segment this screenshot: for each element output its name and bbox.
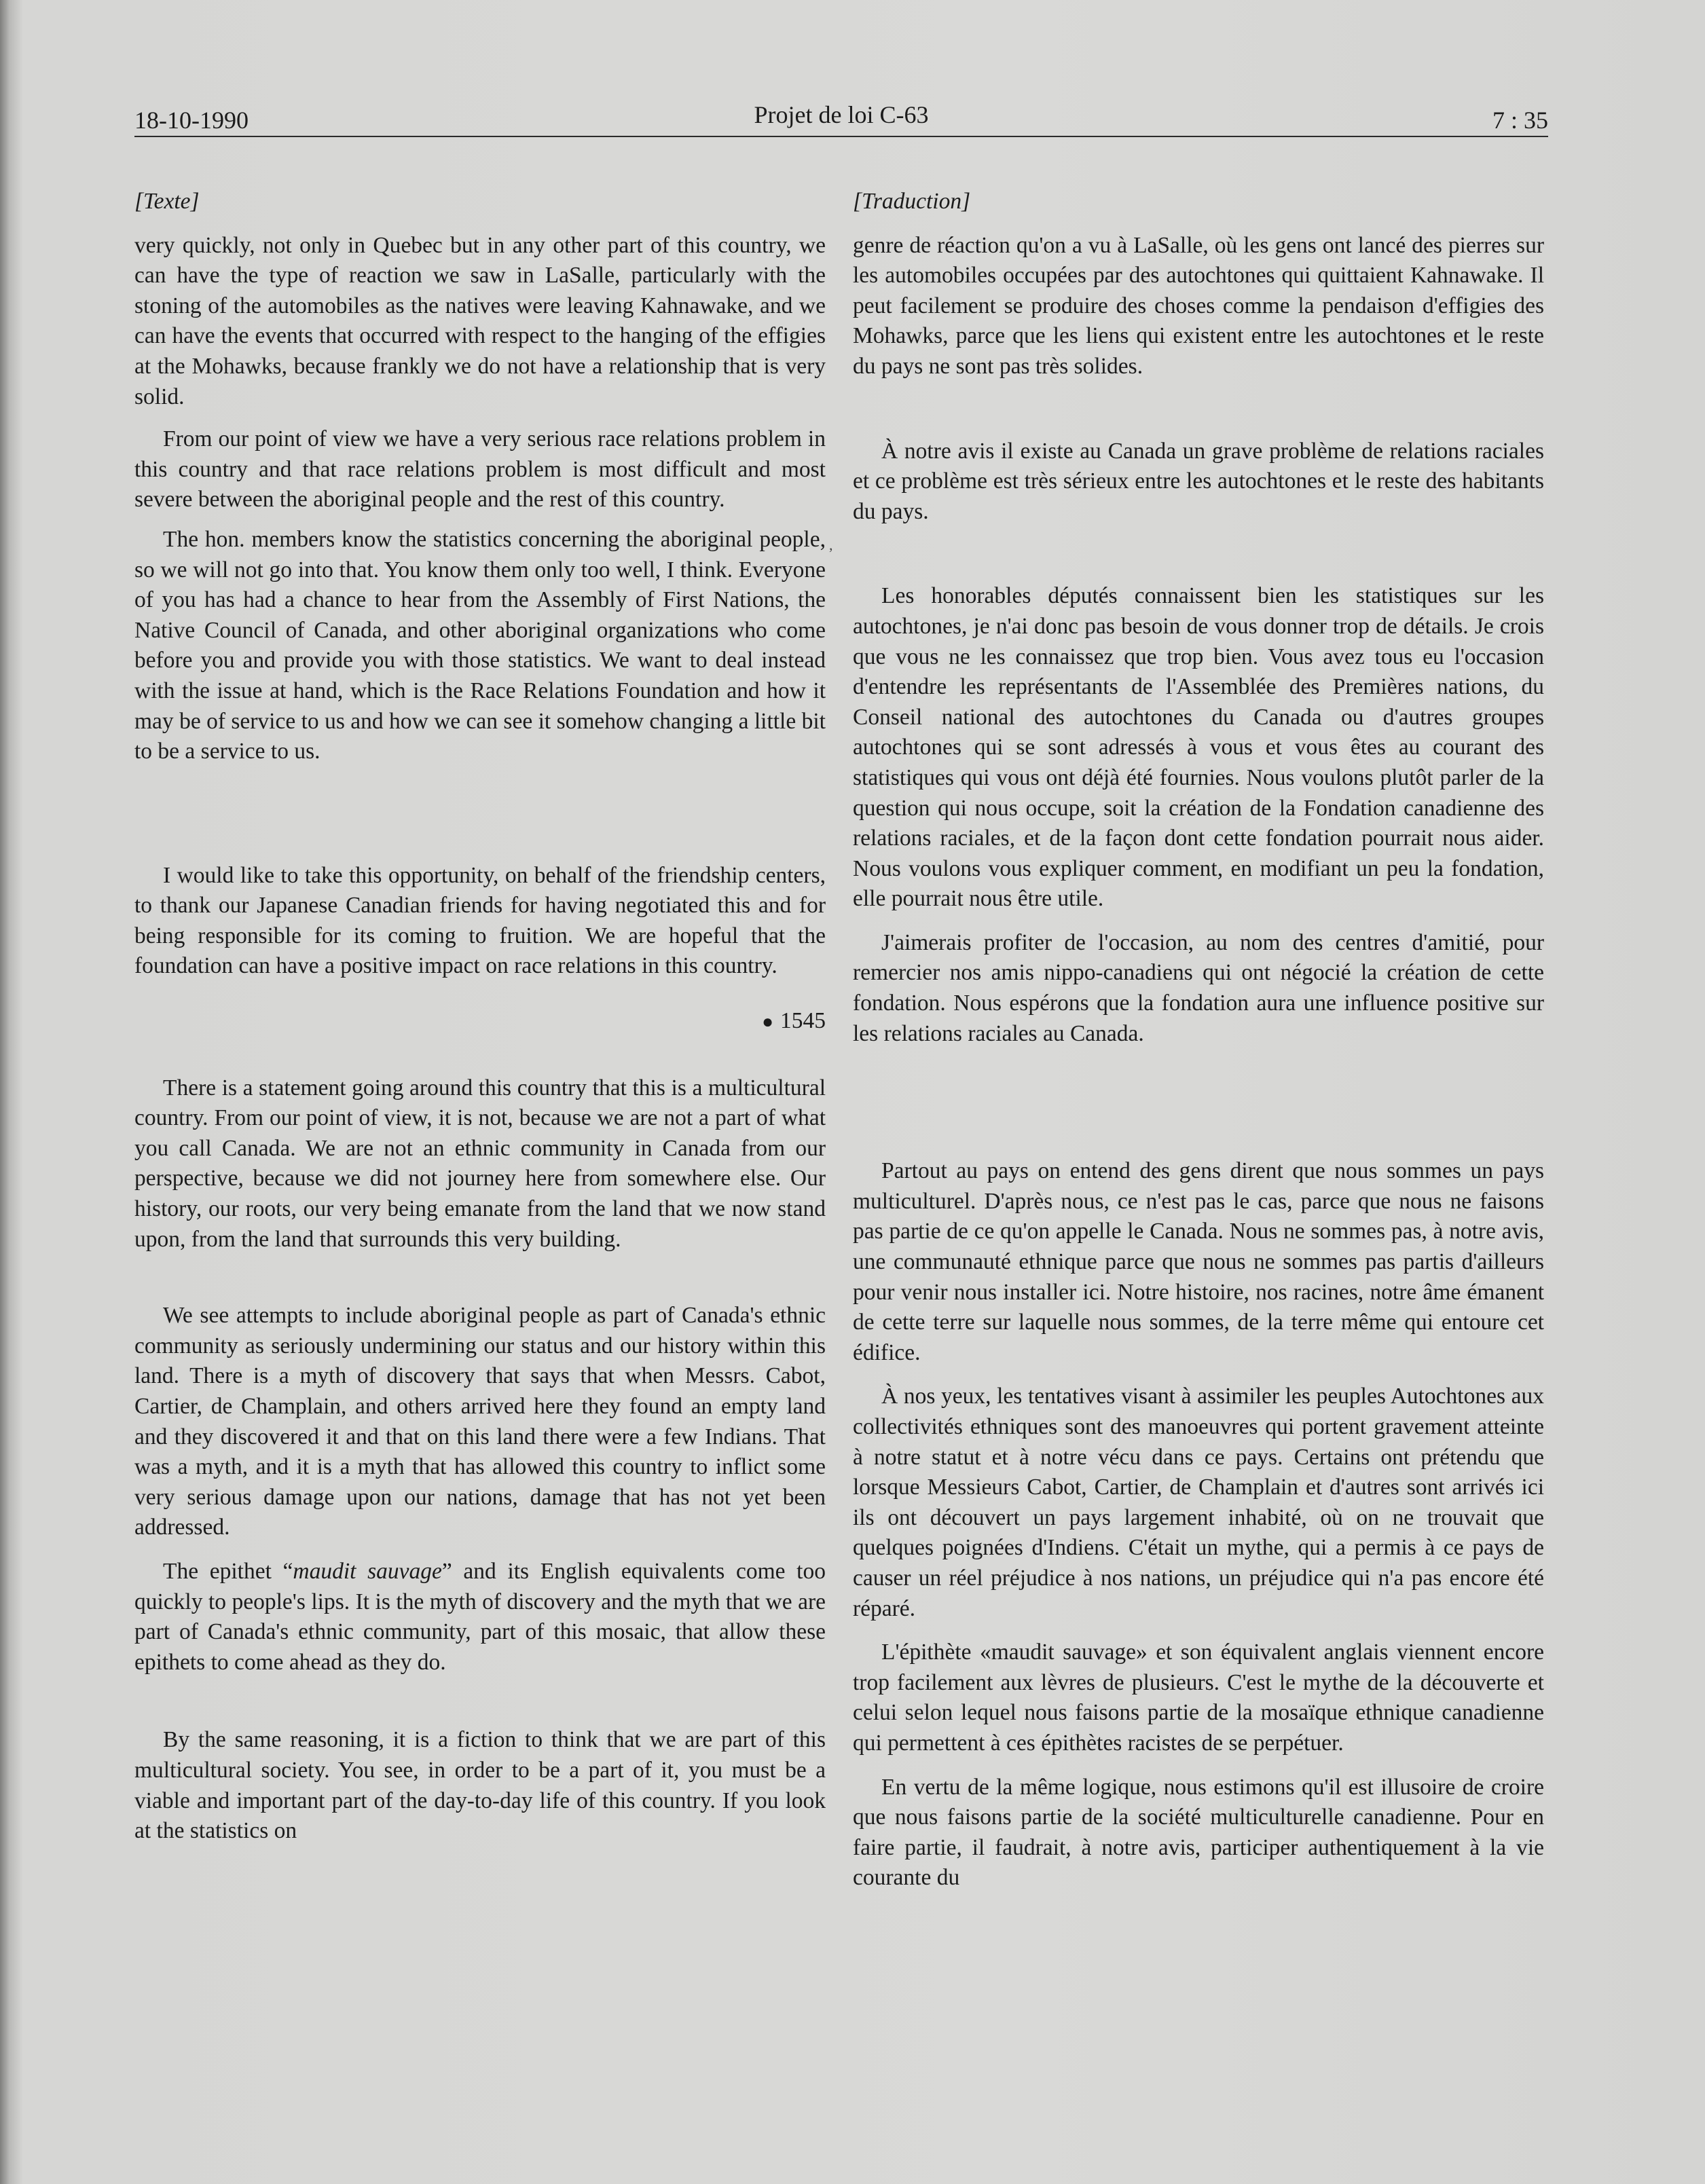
- english-column: [134, 187, 826, 1847]
- french-paragraph-8: En vertu de la même logique, nous estimons qu'il est illusoire de croire que nous faisons partie de la société multiculturelle canadienne. Pour en faire partie, il faudrait, à notre avis, participer authentiquement à la vie courante du: [853, 1774, 1544, 1891]
- english-paragraph-1: very quickly, not only in Quebec but in any other part of this country, we can have the type of reaction we saw in LaSalle, particularly with the stoning of the automobiles as the natives were leaving Kahnawake, and we can have the events that occurred with respect to the hanging of the effigies at the Mohawks, because frankly we do not have a relationship that is very solid.: [134, 232, 826, 409]
- french-paragraph-2: À notre avis il existe au Canada un grave problème de relations raciales et ce problème est très sérieux entre les autochtones et le reste des habitants du pays.: [853, 438, 1544, 524]
- column-label-texte: [Texte]: [134, 189, 200, 214]
- english-paragraph-6: We see attempts to include aboriginal people as part of Canada's ethnic community as seriously undermining our status and our history within this land. There is a myth of discovery that says that when Messrs. Cabot, Cartier, de Champlain, and others arrived here they found an empty land and they discovered it and that on this land there were a few Indians. That was a myth, and it is a myth that has allowed this country to inflict some very serious damage upon our nations, damage that has not yet been addressed.: [134, 1303, 826, 1540]
- time-marker: [134, 1006, 826, 1038]
- epithet-rest: ” and its English equivalents come too quickly to people's lips. It is the myth of discovery and the myth that we are part of Canada's ethnic community, part of this mosaic, that allow these epithets to come ahead as they do.: [134, 1558, 826, 1675]
- english-paragraph-3: The hon. members know the statistics concerning the aboriginal people, so we will not go into that. You know them only too well, I think. Everyone of you has had a chance to hear from the Assembly of First Nations, the Native Council of Canada, and other aboriginal organizations who come before you and provide you with those statistics. We want to deal instead with the issue at hand, which is the Race Relations Foundation and how it may be of service to us and how we can see it somehow changing a little bit to be a service to us.: [134, 526, 826, 764]
- french-paragraph-6: À nos yeux, les tentatives visant à assimiler les peuples Autochtones aux collectivités ethniques sont des manoeuvres qui portent gravement atteinte à notre statut et à notre vécu dans ce pays. Certains ont prétendu que lorsque Messieurs Cabot, Cartier, de Champlain et d'autres sont arrivés ici ils ont découvert un pays largement inhabité, où on ne trouvait que quelques poignées d'Indiens. C'était un mythe, qui a permis à ce pays de causer un réel préjudice à nos nations, un préjudice qui n'a pas encore été réparé.: [853, 1384, 1544, 1621]
- french-column: [853, 187, 1544, 1893]
- french-paragraph-7: L'épithète «maudit sauvage» et son équivalent anglais viennent encore trop facilement aux lèvres de plusieurs. C'est le mythe de la découverte et celui selon lequel nous faisons partie de la mosaïque ethnique canadienne qui permettent à ces épithètes racistes de se perpétuer.: [853, 1640, 1544, 1756]
- english-paragraph-7: [134, 1557, 826, 1678]
- header-title: Projet de loi C-63: [754, 101, 929, 128]
- english-paragraph-8: By the same reasoning, it is a fiction to think that we are part of this multicultural society. You see, in order to be a part of it, you must be a viable and important part of the day-to-day life of this country. If you look at the statistics on: [134, 1727, 826, 1844]
- epithet-open: The epithet “: [163, 1558, 293, 1584]
- header-page-number: 7 : 35: [1492, 107, 1548, 134]
- english-paragraph-4: I would like to take this opportunity, on behalf of the friendship centers, to thank our Japanese Canadian friends for having negotiated this and for being responsible for its coming to fruition. We are hopeful that the foundation can have a positive impact on race relations in this country.: [134, 862, 826, 979]
- english-paragraph-2: From our point of view we have a very serious race relations problem in this country and that race relations problem is most difficult and most severe between the aboriginal people and the rest of this country.: [134, 426, 826, 513]
- french-paragraph-5: Partout au pays on entend des gens dirent que nous sommes un pays multiculturel. D'après nous, ce n'est pas le cas, parce que nous ne faisons pas partie de ce qu'on appelle le Canada. Nous ne sommes pas, à notre avis, une communauté ethnique parce que nous ne sommes pas partis d'ailleurs pour venir nous installer ici. Notre histoire, nos racines, notre âme émanent de cette terre sur laquelle nous sommes, de la terre même qui entoure cet édifice.: [853, 1158, 1544, 1365]
- french-paragraph-1: genre de réaction qu'on a vu à LaSalle, où les gens ont lancé des pierres sur les automobiles occupées par des autochtones qui quittaient Kahnawake. Il peut facilement se produire des choses comme la pendaison d'effigies des Mohawks, parce que les liens qui existent entre les autochtones et le reste du pays ne sont pas très solides.: [853, 232, 1544, 379]
- french-paragraph-3: Les honorables députés connaissent bien les statistiques sur les autochtones, je n'ai donc pas besoin de vous donner trop de détails. Je crois que vous ne les connaissez que trop bien. Vous avez tous eu l'occasion d'entendre les représentants de l'Assemblée des Premières nations, du Conseil national des autochtones du Canada ou d'autres groupes autochtones qui se sont adressés à vous et vous êtes au courant des statistiques qui vous ont déjà été fournies. Nous voulons plutôt parler de la question qui nous occupe, soit la création de la Fondation canadienne des relations raciales, et de la façon dont cette fondation pourrait nous aider. Nous voulons vous expliquer comment, en modifiant un peu la fondation, elle pourrait nous être utile.: [853, 583, 1544, 912]
- header-date: 18-10-1990: [134, 107, 249, 134]
- margin-mark: ,: [829, 536, 833, 553]
- epithet-term: maudit sauvage: [293, 1558, 442, 1584]
- english-paragraph-5: There is a statement going around this country that this is a multicultural country. From our point of view, it is not, because we are not a part of what you call Canada. We are not an ethnic community in Canada from our perspective, because we did not journey here from somewhere else. Our history, our roots, our very being emanate from the land that we now stand upon, from the land that surrounds this very building.: [134, 1075, 826, 1252]
- header-rule: [134, 136, 1548, 137]
- french-paragraph-4: J'aimerais profiter de l'occasion, au nom des centres d'amitié, pour remercier nos amis nippo-canadiens qui ont négocié la création de cette fondation. Nous espérons que la fondation aura une influence positive sur les relations raciales au Canada.: [853, 929, 1544, 1046]
- time-marker-value: 1545: [780, 1008, 826, 1034]
- bullet-icon: ●: [762, 1012, 773, 1033]
- column-label-traduction: [Traduction]: [853, 189, 971, 214]
